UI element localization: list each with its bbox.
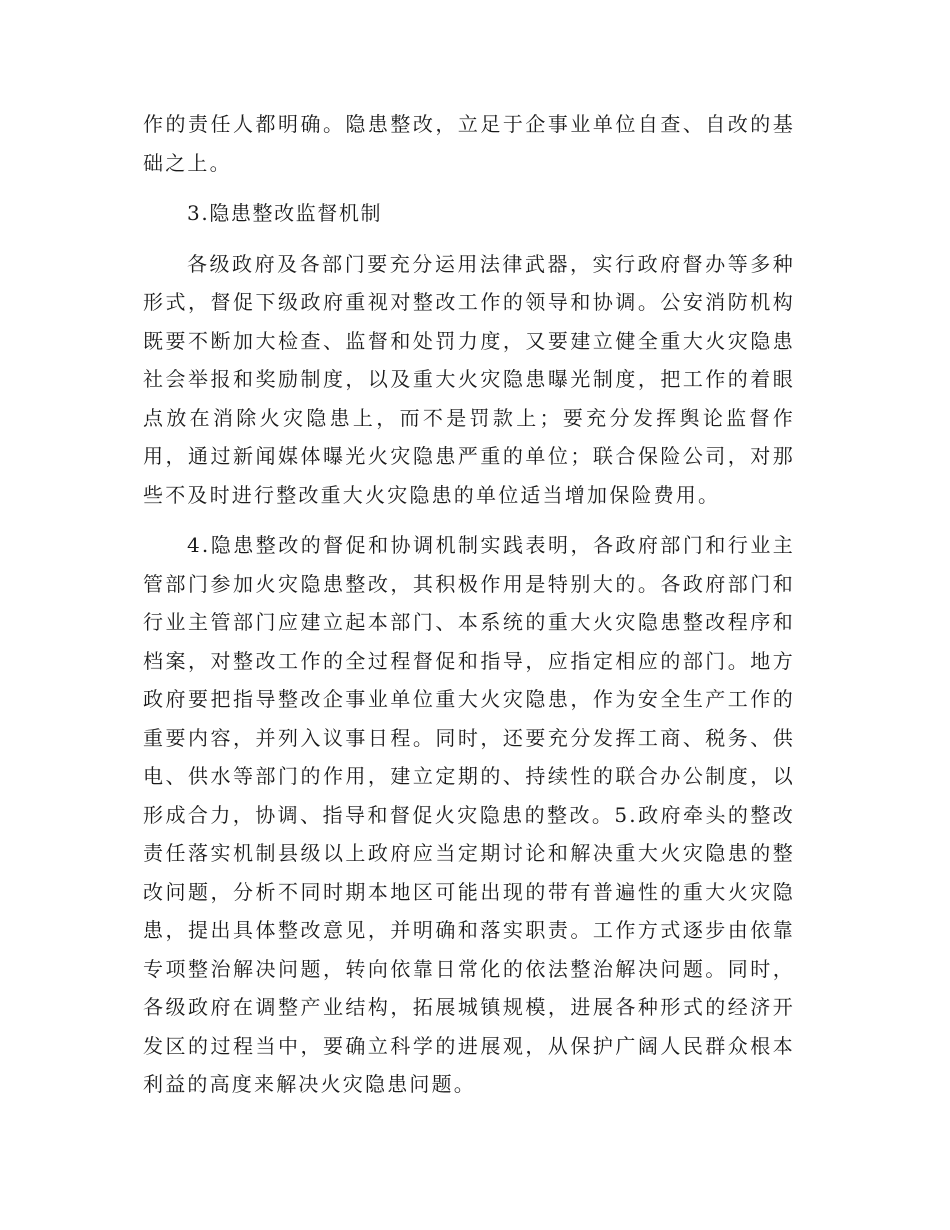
paragraph-supervision: 各级政府及各部门要充分运用法律武器，实行政府督办等多种形式，督促下级政府重视对整改工作的领导和协调。公安消防机构既要不断加大检查、监督和处罚力度，又要建立健全重大火灾隐患社会举报和奖励制度，以及重大火灾隐患曝光制度，把工作的着眼点放在消除火灾隐患上，而不是罚款上；要充分发挥舆论监督作用，通过新闻媒体曝光火灾隐患严重的单位；联合保险公司，对那些不及时进行整改重大火灾隐患的单位适当增加保险费用。 xyxy=(143,251,795,507)
document-body xyxy=(143,105,795,1104)
section-heading: 3.隐患整改监督机制 xyxy=(187,201,383,225)
paragraph-continuation: 作的责任人都明确。隐患整改，立足于企事业单位自查、自改的基础之上。 xyxy=(143,112,795,175)
paragraph-coordination: 4.隐患整改的督促和协调机制实践表明，各政府部门和行业主管部门参加火灾隐患整改，其积极作用是特别大的。各政府部门和行业主管部门应建立起本部门、本系统的重大火灾隐患整改程序和档案，对整改工作的全过程督促和指导，应指定相应的部门。地方政府要把指导整改企事业单位重大火灾隐患，作为安全生产工作的重要内容，并列入议事日程。同时，还要充分发挥工商、税务、供电、供水等部门的作用，建立定期的、持续性的联合办公制度，以形成合力，协调、指导和督促火灾隐患的整改。5.政府牵头的整改责任落实机制县级以上政府应当定期讨论和解决重大火灾隐患的整改问题，分析不同时期本地区可能出现的带有普遍性的重大火灾隐患，提出具体整改意见，并明确和落实职责。工作方式逐步由依靠专项整治解决问题，转向依靠日常化的依法整治解决问题。同时，各级政府在调整产业结构，拓展城镇规模，进展各种形式的经济开发区的过程当中，要确立科学的进展观，从保护广阔人民群众根本利益的高度来解决火灾隐患问题。 xyxy=(143,533,795,1096)
